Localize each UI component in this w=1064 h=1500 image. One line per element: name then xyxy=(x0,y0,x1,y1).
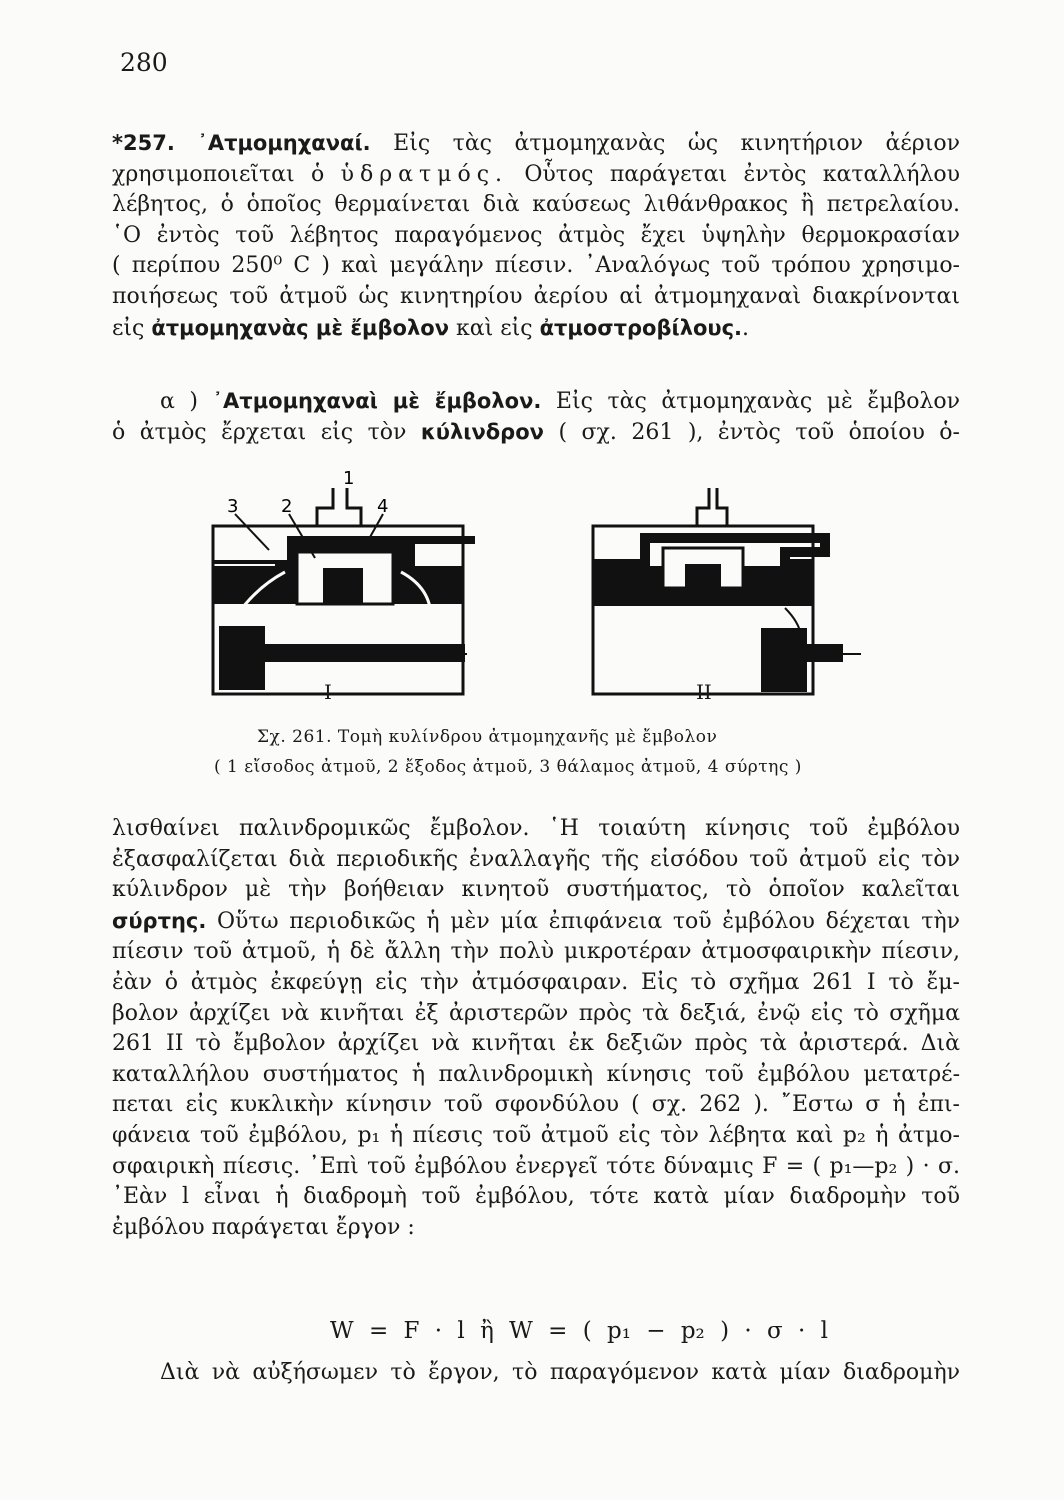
text: Οὗτος παράγεται ἐντὸς καταλλήλου xyxy=(508,161,961,187)
body-line xyxy=(112,906,960,938)
body-line: ἐμβόλου παράγεται ἔργον : xyxy=(112,1214,415,1240)
section-title: ᾿Ατμομηχαναί. xyxy=(197,131,371,155)
text: Εἰς τὰς ἀτμομηχανὰς ὡς κινητήριον ἀέριον xyxy=(370,131,960,156)
cylinder-I xyxy=(213,468,475,694)
body-line: 261 II τὸ ἔμβολον ἀρχίζει νὰ κινῆται ἐκ δεξιῶν πρὸς τὰ ἀριστερά. Διὰ xyxy=(112,1031,960,1057)
section-number: *257. xyxy=(112,131,175,155)
figure-caption-legend: ( 1 εἴσοδος ἀτμοῦ, 2 ἔξοδος ἀτμοῦ, 3 θάλαμος ἀτμοῦ, 4 σύρτης ) xyxy=(214,757,802,777)
bold-term: ἀτμοστροβίλους. xyxy=(539,315,743,340)
subsection-title: ᾿Ατμομηχαναὶ μὲ ἔμβολον. xyxy=(212,389,542,413)
body-line: καταλλήλου συστήματος ἡ παλινδρομικὴ κίνησις τοῦ ἐμβόλου μετατρέ- xyxy=(112,1061,960,1087)
text: Εἰς τὰς ἀτμομηχανὰς μὲ ἔμβολον xyxy=(541,389,960,414)
label-4: 4 xyxy=(377,496,389,517)
valve-core-II xyxy=(685,564,721,588)
figure-label-I: I xyxy=(324,680,332,704)
line-6: ποιήσεως τοῦ ἀτμοῦ ὡς κινητηρίου ἀερίου αἱ ἀτμομηχαναὶ διακρίνονται xyxy=(112,283,960,309)
piston-II xyxy=(761,628,807,692)
body-line: πίεσιν τοῦ ἀτμοῦ, ἡ δὲ ἄλλη τὴν πολὺ μικροτέραν ἀτμοσφαιρικὴν πίεσιν, xyxy=(112,939,960,965)
text: Οὕτω περιοδικῶς ἡ μὲν μία ἐπιφάνεια τοῦ ἐμβόλου δέχεται τὴν xyxy=(206,908,960,934)
line-5: ( περίπου 250⁰ C ) καὶ μεγάλην πίεσιν. ᾿Αναλόγως τοῦ τρόπου χρησιμο- xyxy=(112,253,960,279)
text: χρησιμοποιεῖται ὁ xyxy=(112,161,341,187)
body-line: ἐξασφαλίζεται διὰ περιοδικῆς ἐναλλαγῆς τῆς εἰσόδου τοῦ ἀτμοῦ εἰς τὸν xyxy=(112,846,960,872)
line-1 xyxy=(160,386,960,418)
work-formula: W = F · l ἢ W = ( p₁ − p₂ ) · σ · l xyxy=(330,1318,828,1344)
body-line: ᾿Εὰν l εἶναι ἡ διαδρομὴ τοῦ ἐμβόλου, τότε κατὰ μίαν διαδρομὴν τοῦ xyxy=(112,1184,960,1210)
label-1: 1 xyxy=(343,468,355,489)
line-7 xyxy=(112,313,960,345)
steam-cylinder-figure xyxy=(205,468,865,718)
line-4: ῾Ο ἐντὸς τοῦ λέβητος παραγόμενος ἀτμὸς ἔχει ὑψηλὴν θερμοκρασίαν xyxy=(112,222,960,248)
bold-term: κύλινδρον xyxy=(420,420,544,444)
label-3: 3 xyxy=(227,496,239,517)
body-line: βολον ἀρχίζει νὰ κινῆται ἐξ ἀριστερῶν πρὸς τὰ δεξιά, ἐνῷ εἰς τὸ σχῆμα xyxy=(112,1000,960,1026)
body-paragraph xyxy=(112,814,960,1243)
cylinder-II xyxy=(593,488,861,694)
inlet-pipe-I xyxy=(317,488,361,526)
leader-3 xyxy=(235,514,269,550)
page-number: 280 xyxy=(120,48,168,77)
subsection-a-paragraph xyxy=(160,386,960,418)
label-2: 2 xyxy=(281,496,293,517)
text: α ) xyxy=(160,389,213,414)
figure-caption: Σχ. 261. Τομὴ κυλίνδρου ἀτμομηχανῆς μὲ ἔμβολον xyxy=(257,727,718,747)
text: ὁ ἀτμὸς ἔρχεται εἰς τὸν xyxy=(112,420,421,445)
bold-term: ἀτμομηχανὰς μὲ ἔμβολον xyxy=(151,315,449,340)
text: . xyxy=(742,315,750,341)
body-line: πεται εἰς κυκλικὴν κίνησιν τοῦ σφονδύλου ( σχ. 262 ). ῎Εστω σ ἡ ἐπι- xyxy=(112,1092,960,1118)
piston-I xyxy=(219,626,265,690)
body-line: ἐὰν ὁ ἀτμὸς ἐκφεύγῃ εἰς τὴν ἀτμόσφαιραν. Εἰς τὸ σχῆμα 261 I τὸ ἔμ- xyxy=(112,969,960,995)
figure-label-II: II xyxy=(696,680,712,704)
final-line: Διὰ νὰ αὐξήσωμεν τὸ ἔργον, τὸ παραγόμενον κατὰ μίαν διαδρομὴν xyxy=(160,1360,960,1385)
spaced-term: ὑδρατμός. xyxy=(340,161,509,187)
bold-term: σύρτης. xyxy=(112,908,207,933)
body-line: σφαιρικὴ πίεσις. ᾿Επὶ τοῦ ἐμβόλου ἐνεργεῖ τότε δύναμις F = ( p₁—p₂ ) · σ. xyxy=(112,1153,960,1179)
body-line: φάνεια τοῦ ἐμβόλου, p₁ ἡ πίεσις τοῦ ἀτμοῦ εἰς τὸν λέβητα καὶ p₂ ἡ ἀτμο- xyxy=(112,1122,960,1148)
text: ( σχ. 261 ), ἐντὸς τοῦ ὁποίου ὁ- xyxy=(543,420,960,445)
valve-core-I xyxy=(323,568,363,604)
line-2 xyxy=(112,160,960,191)
inlet-pipe-II xyxy=(697,488,727,526)
text: εἰς xyxy=(112,315,152,341)
text: καὶ εἰς xyxy=(449,315,540,341)
body-line: κύλινδρον μὲ τὴν βοήθειαν κινητοῦ συστήματος, τὸ ὁποῖον καλεῖται xyxy=(112,877,960,903)
section-257-paragraph xyxy=(112,128,960,344)
line-3: λέβητος, ὁ ὁποῖος θερμαίνεται διὰ καύσεως λιθάνθρακος ἢ πετρελαίου. xyxy=(112,192,960,218)
body-line: λισθαίνει παλινδρομικῶς ἔμβολον. ῾Η τοιαύτη κίνησις τοῦ ἐμβόλου xyxy=(112,816,960,841)
line-1 xyxy=(112,128,960,160)
line-2 xyxy=(112,417,960,449)
subsection-a-line2 xyxy=(112,417,960,449)
